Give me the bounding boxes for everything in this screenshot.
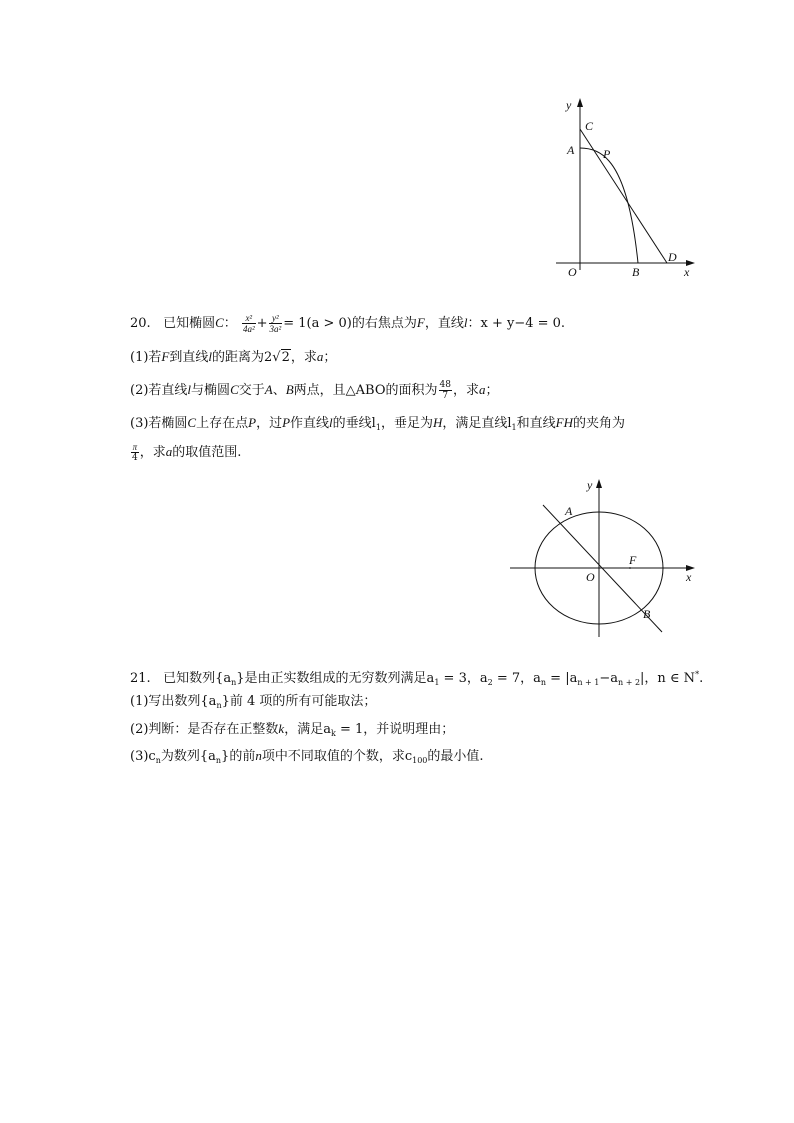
label-B: B <box>643 607 651 621</box>
label-A: A <box>567 143 575 157</box>
q21-part1: (1)写出数列$\{a_n\}$前 4 项的所有可能取法； <box>130 694 377 710</box>
q20-part1: (1)若F到直线l的距离为2√2，求a； <box>130 349 337 365</box>
label-B: B <box>632 265 640 279</box>
figure-1-quarter-ellipse <box>550 95 700 285</box>
fraction-48-over-7: $\frac{48}{7}$ <box>439 380 451 401</box>
q20-part2: (2)若直线l与椭圆C交于A、B两点，且△ABO的面积为 $\frac{48}{7}$ ，求a； <box>130 380 499 401</box>
label-O: O <box>568 265 577 279</box>
label-D: D <box>668 250 677 264</box>
y-axis-arrow-icon <box>577 98 583 107</box>
label-x: x <box>684 265 690 279</box>
label-P: P <box>603 147 611 161</box>
label-O: O <box>586 570 595 584</box>
q21-part3: $(3)c_n$为数列$\{a_n\}$的前n项中不同取值的个数，求$c_{100}$的最小值. <box>130 748 484 765</box>
label-C: C <box>585 119 594 133</box>
label-F: F <box>629 553 637 567</box>
q21-number: 21. <box>130 671 151 686</box>
q21-statement: 21. 已知数列$\{a_n\}$是由正实数组成的无穷数列满足$a_1 = 3$，$a_2 = 7$，$a_n = |a_{n + 1}-a_{n + 2}|$，n ∈ N*. <box>130 670 704 687</box>
q21-part2: (2)判断：是否存在正整数k，满足$a_k = 1$，并说明理由； <box>130 721 455 738</box>
y-axis-arrow-icon <box>596 479 602 488</box>
fraction-y2-over-3a2: $\frac{\text{y²}}{\text{3a²}}$ <box>269 313 282 334</box>
fraction-x2-over-4a2: $\frac{\text{x²}}{\text{4a²}}$ <box>242 313 255 334</box>
tangent-line-CD <box>580 129 667 263</box>
q20-part3-cont: $\frac{\pi}{4}$ ，求a的取值范围. <box>132 442 242 463</box>
figure-2-ellipse <box>505 475 705 640</box>
label-x: x <box>686 570 692 584</box>
q20-statement: 20. 已知椭圆C： $\frac{\text{x²}}{\text{4a²}}$ + $\frac{\text{y²}}{\text{3a²}}$ = 1(a > 0)的右焦点为F，直线l：x + y−4 = 0. <box>130 313 566 334</box>
q20-part3: (3)若椭圆C上存在点P，过P作直线l的垂线$l_1$，垂足为H，满足直线$l_1$和直线FH的夹角为 <box>130 415 625 432</box>
focus-point-F <box>629 567 631 569</box>
label-A: A <box>565 504 573 518</box>
q20-number: 20. <box>130 316 151 331</box>
label-y: y <box>587 478 593 492</box>
fraction-pi-over-4: $\frac{\pi}{4}$ <box>132 442 138 463</box>
label-y: y <box>566 98 572 112</box>
